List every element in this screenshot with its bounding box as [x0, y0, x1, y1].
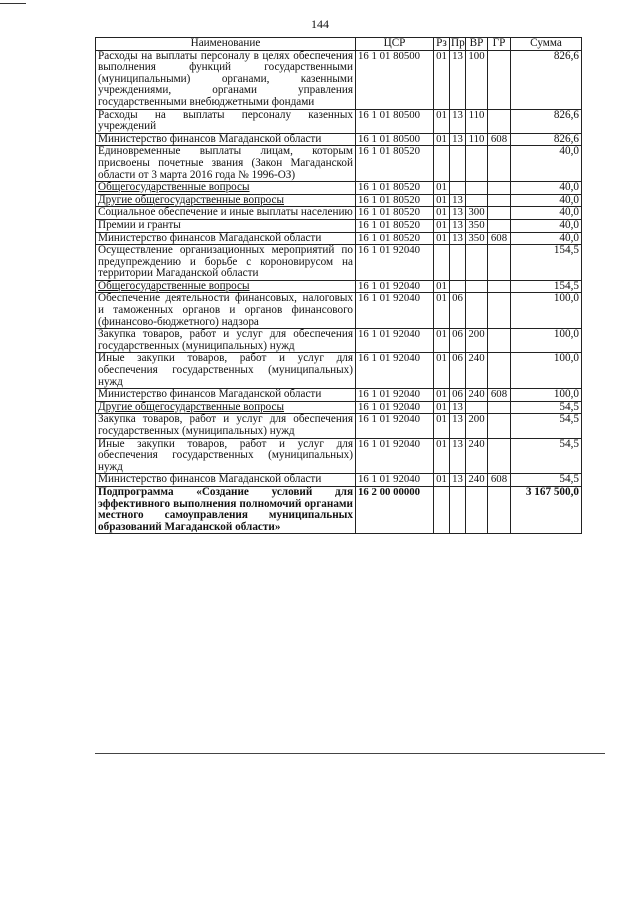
cell-csr: 16 1 01 92040 [356, 474, 434, 487]
cell-rz: 01 [434, 353, 450, 389]
cell-rz [434, 245, 450, 281]
table-row [96, 280, 582, 293]
cell-rz: 01 [434, 219, 450, 232]
cell-csr: 16 1 01 92040 [356, 245, 434, 281]
cell-gr [488, 401, 511, 414]
cell-vr [466, 293, 488, 329]
cell-rz: 01 [434, 389, 450, 402]
cell-vr: 350 [466, 219, 488, 232]
cell-name: Премии и гранты [96, 219, 356, 232]
table-row [96, 146, 582, 182]
cell-name: Расходы на выплаты персоналу казенных учреждений [96, 109, 356, 133]
cell-csr: 16 1 01 92040 [356, 414, 434, 438]
table-row [96, 414, 582, 438]
cell-sum: 40,0 [511, 219, 582, 232]
header-sum: Сумма [511, 38, 582, 51]
cell-rz: 01 [434, 207, 450, 220]
cell-vr: 110 [466, 109, 488, 133]
header-vr: ВР [466, 38, 488, 51]
cell-csr: 16 1 01 92040 [356, 438, 434, 474]
cell-name: Министерство финансов Магаданской области [96, 232, 356, 245]
cell-gr [488, 329, 511, 353]
cell-pr: 13 [450, 401, 466, 414]
cell-gr [488, 50, 511, 109]
cell-sum: 100,0 [511, 329, 582, 353]
cell-name: Социальное обеспечение и иные выплаты населению [96, 207, 356, 220]
table-row [96, 194, 582, 207]
header-gr: ГР [488, 38, 511, 51]
cell-csr: 16 1 01 92040 [356, 293, 434, 329]
cell-sum: 154,5 [511, 245, 582, 281]
cell-pr [450, 245, 466, 281]
cell-csr: 16 1 01 80520 [356, 182, 434, 195]
cell-rz: 01 [434, 133, 450, 146]
cell-pr [450, 486, 466, 533]
cell-sum: 826,6 [511, 109, 582, 133]
cell-rz: 01 [434, 194, 450, 207]
table-row [96, 133, 582, 146]
cell-gr [488, 293, 511, 329]
cell-pr: 06 [450, 329, 466, 353]
table-row [96, 486, 582, 533]
cell-gr [488, 219, 511, 232]
cell-rz: 01 [434, 182, 450, 195]
header-csr: ЦСР [356, 38, 434, 51]
cell-vr: 350 [466, 232, 488, 245]
cell-sum: 100,0 [511, 353, 582, 389]
cell-vr [466, 280, 488, 293]
cell-vr: 200 [466, 414, 488, 438]
cell-sum: 54,5 [511, 414, 582, 438]
cell-rz [434, 146, 450, 182]
cell-sum: 40,0 [511, 182, 582, 195]
cell-pr: 13 [450, 219, 466, 232]
cell-rz: 01 [434, 280, 450, 293]
cell-csr: 16 1 01 80520 [356, 232, 434, 245]
cell-sum: 100,0 [511, 389, 582, 402]
cell-pr: 13 [450, 232, 466, 245]
cell-pr [450, 146, 466, 182]
table-row [96, 293, 582, 329]
cell-gr: 608 [488, 474, 511, 487]
cell-name: Иные закупки товаров, работ и услуг для обеспечения государственных (муниципальных) нужд [96, 353, 356, 389]
cell-sum: 40,0 [511, 194, 582, 207]
cell-csr: 16 1 01 92040 [356, 353, 434, 389]
cell-vr: 240 [466, 389, 488, 402]
cell-pr: 13 [450, 50, 466, 109]
cell-pr: 06 [450, 389, 466, 402]
cell-sum: 100,0 [511, 293, 582, 329]
table-row [96, 353, 582, 389]
budget-table [95, 37, 582, 534]
cell-csr: 16 1 01 80520 [356, 194, 434, 207]
cell-gr [488, 245, 511, 281]
cell-sum: 40,0 [511, 146, 582, 182]
cell-name: Обеспечение деятельности финансовых, налоговых и таможенных органов и органов финансового (финансово-бюджетного) надзора [96, 293, 356, 329]
cell-sum: 54,5 [511, 474, 582, 487]
cell-vr [466, 182, 488, 195]
cell-gr [488, 280, 511, 293]
cell-name: Подпрограмма «Создание условий для эффективного выполнения полномочий органами местного самоуправления муниципальных образований Магаданской области» [96, 486, 356, 533]
cell-name: Министерство финансов Магаданской области [96, 133, 356, 146]
cell-csr: 16 1 01 80520 [356, 146, 434, 182]
cell-pr: 13 [450, 109, 466, 133]
cell-rz: 01 [434, 474, 450, 487]
cell-csr: 16 1 01 80500 [356, 50, 434, 109]
table-row [96, 329, 582, 353]
table-row [96, 438, 582, 474]
cell-pr [450, 182, 466, 195]
table-row [96, 474, 582, 487]
cell-csr: 16 1 01 92040 [356, 401, 434, 414]
header-rz: Рз [434, 38, 450, 51]
cell-rz: 01 [434, 414, 450, 438]
cell-name: Общегосударственные вопросы [96, 182, 356, 195]
cell-pr: 13 [450, 414, 466, 438]
cell-csr: 16 1 01 92040 [356, 329, 434, 353]
cell-csr: 16 1 01 80520 [356, 219, 434, 232]
cell-gr: 608 [488, 232, 511, 245]
cell-name: Закупка товаров, работ и услуг для обеспечения государственных (муниципальных) нужд [96, 414, 356, 438]
cell-sum: 3 167 500,0 [511, 486, 582, 533]
cell-gr [488, 207, 511, 220]
table-header [96, 38, 582, 51]
cell-vr: 240 [466, 438, 488, 474]
cell-name: Единовременные выплаты лицам, которым присвоены почетные звания (Закон Магаданской области от 3 марта 2016 года № 1996-ОЗ) [96, 146, 356, 182]
cell-name: Расходы на выплаты персоналу в целях обеспечения выполнения функций государственными (муниципальными) органами, казенными учреждениями, органами управления государственными внебюджетными фондами [96, 50, 356, 109]
cell-gr [488, 414, 511, 438]
cell-sum: 40,0 [511, 232, 582, 245]
cell-gr [488, 194, 511, 207]
cell-vr: 240 [466, 353, 488, 389]
table-row [96, 389, 582, 402]
cell-csr: 16 1 01 80500 [356, 133, 434, 146]
cell-name: Министерство финансов Магаданской области [96, 389, 356, 402]
cell-rz: 01 [434, 438, 450, 474]
cell-pr: 13 [450, 207, 466, 220]
cell-gr [488, 438, 511, 474]
cell-name: Закупка товаров, работ и услуг для обеспечения государственных (муниципальных) нужд [96, 329, 356, 353]
cell-csr: 16 1 01 80520 [356, 207, 434, 220]
cell-gr [488, 182, 511, 195]
cell-rz [434, 486, 450, 533]
cell-rz: 01 [434, 293, 450, 329]
cell-csr: 16 1 01 92040 [356, 389, 434, 402]
cell-vr [466, 245, 488, 281]
page-number: 144 [311, 17, 329, 31]
cell-pr: 06 [450, 293, 466, 329]
cell-pr: 13 [450, 194, 466, 207]
cell-csr: 16 1 01 80500 [356, 109, 434, 133]
cell-vr [466, 486, 488, 533]
table-row [96, 401, 582, 414]
cell-vr: 300 [466, 207, 488, 220]
cell-name: Другие общегосударственные вопросы [96, 194, 356, 207]
cell-rz: 01 [434, 401, 450, 414]
cell-pr: 13 [450, 438, 466, 474]
cell-gr: 608 [488, 133, 511, 146]
table-row [96, 207, 582, 220]
cell-pr: 06 [450, 353, 466, 389]
cell-gr [488, 109, 511, 133]
cell-sum: 54,5 [511, 438, 582, 474]
cell-gr [488, 353, 511, 389]
header-pr: Пр [451, 37, 465, 49]
cell-sum: 826,6 [511, 50, 582, 109]
cell-vr: 100 [466, 50, 488, 109]
cell-pr [450, 280, 466, 293]
cell-rz: 01 [434, 329, 450, 353]
cell-pr: 13 [450, 474, 466, 487]
table-row [96, 50, 582, 109]
cell-name: Общегосударственные вопросы [96, 280, 356, 293]
cell-gr [488, 146, 511, 182]
cell-rz: 01 [434, 50, 450, 109]
table-row [96, 232, 582, 245]
cell-sum: 54,5 [511, 401, 582, 414]
cell-sum: 40,0 [511, 207, 582, 220]
cell-vr [466, 194, 488, 207]
cell-rz: 01 [434, 109, 450, 133]
table-body [96, 50, 582, 534]
cell-sum: 826,6 [511, 133, 582, 146]
table-row [96, 219, 582, 232]
cell-name: Другие общегосударственные вопросы [96, 401, 356, 414]
cell-gr: 608 [488, 389, 511, 402]
cell-csr: 16 2 00 00000 [356, 486, 434, 533]
top-edge-mark [0, 3, 26, 4]
cell-vr: 240 [466, 474, 488, 487]
cell-vr: 110 [466, 133, 488, 146]
cell-rz: 01 [434, 232, 450, 245]
footer-rule [95, 753, 605, 754]
cell-name: Министерство финансов Магаданской области [96, 474, 356, 487]
cell-pr: 13 [450, 133, 466, 146]
cell-gr [488, 486, 511, 533]
header-name: Наименование [96, 38, 356, 51]
cell-name: Иные закупки товаров, работ и услуг для обеспечения государственных (муниципальных) нужд [96, 438, 356, 474]
table-row [96, 245, 582, 281]
cell-name: Осуществление организационных мероприятий по предупреждению и борьбе с короновирусом на территории Магаданской области [96, 245, 356, 281]
cell-vr [466, 146, 488, 182]
cell-csr: 16 1 01 92040 [356, 280, 434, 293]
cell-vr [466, 401, 488, 414]
cell-sum: 154,5 [511, 280, 582, 293]
cell-vr: 200 [466, 329, 488, 353]
table-row [96, 182, 582, 195]
table-row [96, 109, 582, 133]
